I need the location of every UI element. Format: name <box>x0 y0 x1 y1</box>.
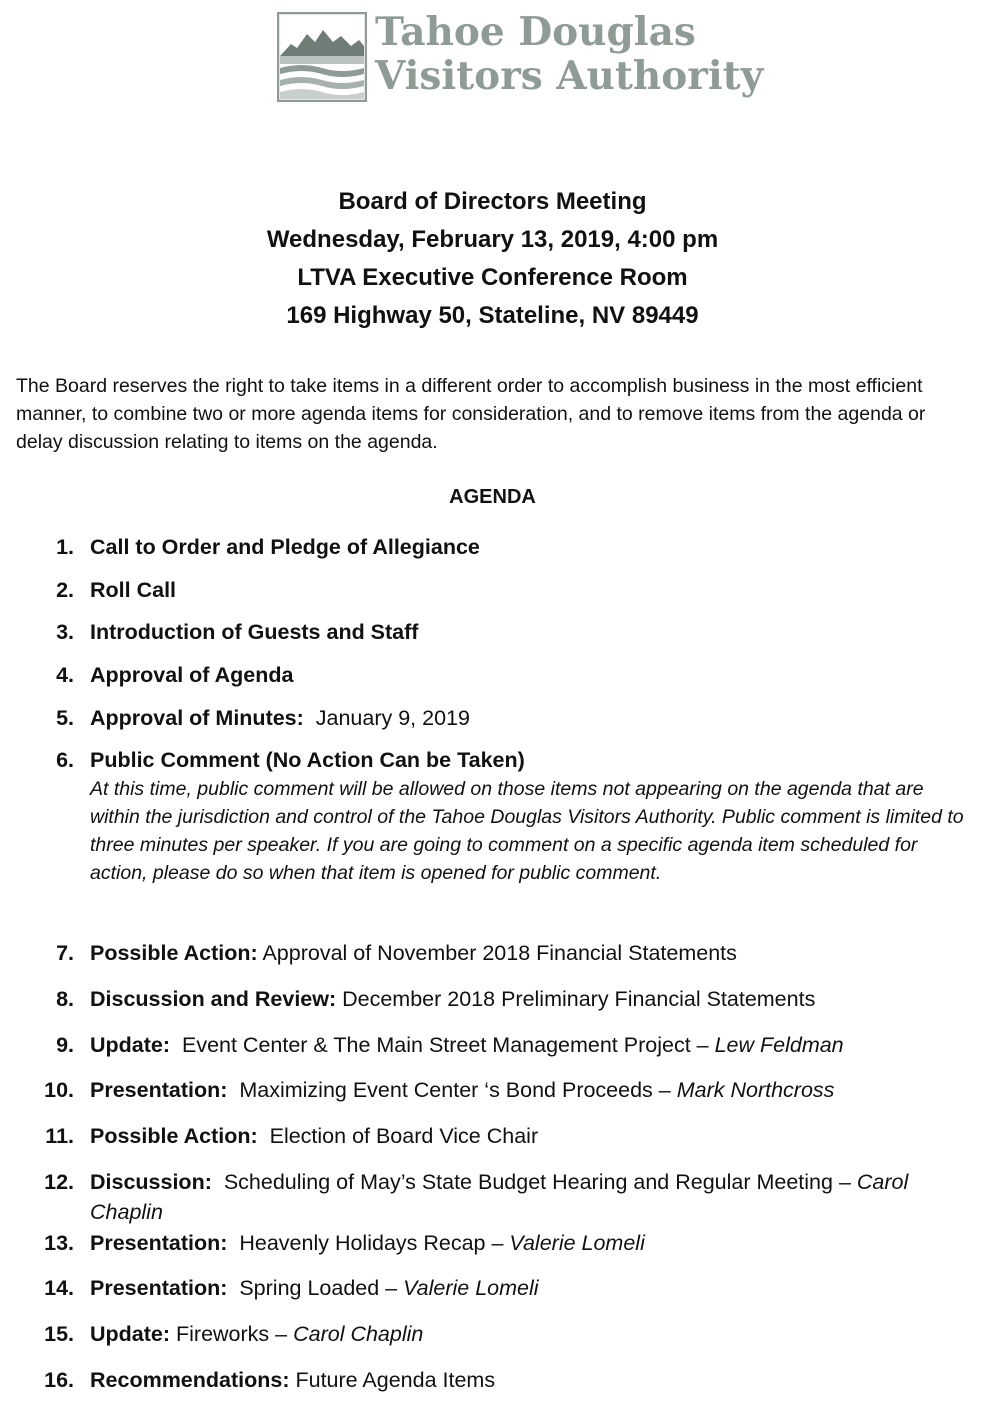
mountain-lake-icon <box>277 12 367 102</box>
agenda-item-text: Spring Loaded – <box>227 1276 404 1300</box>
agenda-item-label: Update: <box>90 1033 171 1057</box>
agenda-item-label: Presentation: <box>90 1078 228 1102</box>
agenda-item-presenter: Valerie Lomeli <box>509 1231 645 1255</box>
logo <box>277 9 764 107</box>
agenda-item-content <box>90 1121 970 1151</box>
logo-line-2: Visitors Authority <box>375 53 764 99</box>
agenda-item-content <box>90 745 970 887</box>
agenda-item-presenter: Carol Chaplin <box>90 1170 915 1224</box>
agenda-item-label: Roll Call <box>90 578 177 602</box>
agenda-title: AGENDA <box>449 486 536 508</box>
agenda-item-number: 3. <box>56 620 74 644</box>
agenda-item-number: 1. <box>56 535 74 559</box>
agenda-item-label: Possible Action: <box>90 1124 258 1148</box>
agenda-item-label: Call to Order and Pledge of Allegiance <box>90 535 480 559</box>
agenda-item-number: 4. <box>56 663 74 687</box>
agenda-item-content <box>90 1365 970 1395</box>
agenda-item-label: Public Comment (No Action Can be Taken) <box>90 748 525 772</box>
agenda-item-label: Introduction of Guests and Staff <box>90 620 419 644</box>
agenda-item-content <box>90 660 970 690</box>
agenda-item-number: 16. <box>44 1368 74 1392</box>
agenda-item-number: 7. <box>56 941 74 965</box>
agenda-item-text: January 9, 2019 <box>303 706 470 730</box>
meeting-address: 169 Highway 50, Stateline, NV 89449 <box>286 302 699 329</box>
meeting-date: Wednesday, February 13, 2019, 4:00 pm <box>266 226 719 253</box>
agenda-item-text: December 2018 Preliminary Financial Statements <box>336 987 816 1011</box>
agenda-item-label: Discussion: <box>90 1170 212 1194</box>
agenda-item-text: Scheduling of May’s State Budget Hearing and Regular Meeting – <box>211 1170 857 1194</box>
meeting-title: Board of Directors Meeting <box>338 188 647 215</box>
agenda-item-number: 9. <box>56 1033 74 1057</box>
agenda-item-content <box>90 575 970 605</box>
agenda-item-number: 10. <box>44 1078 74 1102</box>
agenda-item-text: Future Agenda Items <box>289 1368 496 1392</box>
agenda-item-number: 12. <box>44 1170 74 1194</box>
agenda-item-label: Presentation: <box>90 1276 228 1300</box>
logo-wordmark <box>375 10 763 98</box>
agenda-item-number: 6. <box>56 748 74 772</box>
agenda-item-text: Fireworks – <box>170 1322 294 1346</box>
meeting-location: LTVA Executive Conference Room <box>297 264 688 291</box>
agenda-item-label: Presentation: <box>90 1231 228 1255</box>
agenda-item-number: 14. <box>44 1276 74 1300</box>
logo-line-1: Tahoe Douglas <box>375 9 696 55</box>
agenda-item-content <box>90 1228 970 1258</box>
agenda-item-number: 11. <box>45 1124 74 1148</box>
agenda-item-text: Election of Board Vice Chair <box>257 1124 539 1148</box>
agenda-item-label: Recommendations: <box>90 1368 290 1392</box>
agenda-item-content <box>90 617 970 647</box>
agenda-item-label: Approval of Minutes: <box>90 706 304 730</box>
agenda-item-presenter: Carol Chaplin <box>293 1322 424 1346</box>
agenda-item-presenter: Lew Feldman <box>714 1033 844 1057</box>
agenda-item-text: Approval of November 2018 Financial Statements <box>257 941 737 965</box>
agenda-item-number: 13. <box>44 1231 74 1255</box>
intro-paragraph: The Board reserves the right to take items in a different order to accomplish business in the most efficient manner, to combine two or more agenda items for consideration, and to remove items from the agenda or delay discussion relating to items on the agenda. <box>16 375 926 453</box>
agenda-item-label: Approval of Agenda <box>90 663 294 687</box>
agenda-item-presenter: Mark Northcross <box>676 1078 835 1102</box>
agenda-item-number: 5. <box>56 706 74 730</box>
agenda-item-content <box>90 1273 970 1303</box>
agenda-item-number: 15. <box>44 1322 74 1346</box>
public-comment-note: At this time, public comment will be allowed on those items not appearing on the agenda that are within the jurisdiction and control of the Tahoe Douglas Visitors Authority. Public comment is limited to three minutes per speaker. If you are going to comment on a specific agenda item scheduled for action, please do so when that item is opened for public comment. <box>90 778 964 884</box>
agenda-item-content <box>90 703 970 733</box>
agenda-item-content <box>90 1075 970 1105</box>
meeting-heading <box>0 183 985 335</box>
agenda-item-content <box>90 1319 970 1349</box>
agenda-item-content <box>90 1030 970 1060</box>
agenda-item-number: 2. <box>56 578 74 602</box>
agenda-item-text: Maximizing Event Center ‘s Bond Proceeds – <box>227 1078 677 1102</box>
agenda-item-content <box>90 1167 970 1227</box>
agenda-item-presenter: Valerie Lomeli <box>403 1276 539 1300</box>
agenda-item-label: Update: <box>90 1322 171 1346</box>
agenda-item-content <box>90 984 970 1014</box>
agenda-item-number: 8. <box>56 987 74 1011</box>
agenda-item-content <box>90 938 970 968</box>
agenda-item-text: Heavenly Holidays Recap – <box>227 1231 510 1255</box>
agenda-item-label: Possible Action: <box>90 941 258 965</box>
agenda-item-label: Discussion and Review: <box>90 987 337 1011</box>
agenda-item-content <box>90 532 970 562</box>
agenda-item-text: Event Center & The Main Street Management Project – <box>170 1033 715 1057</box>
